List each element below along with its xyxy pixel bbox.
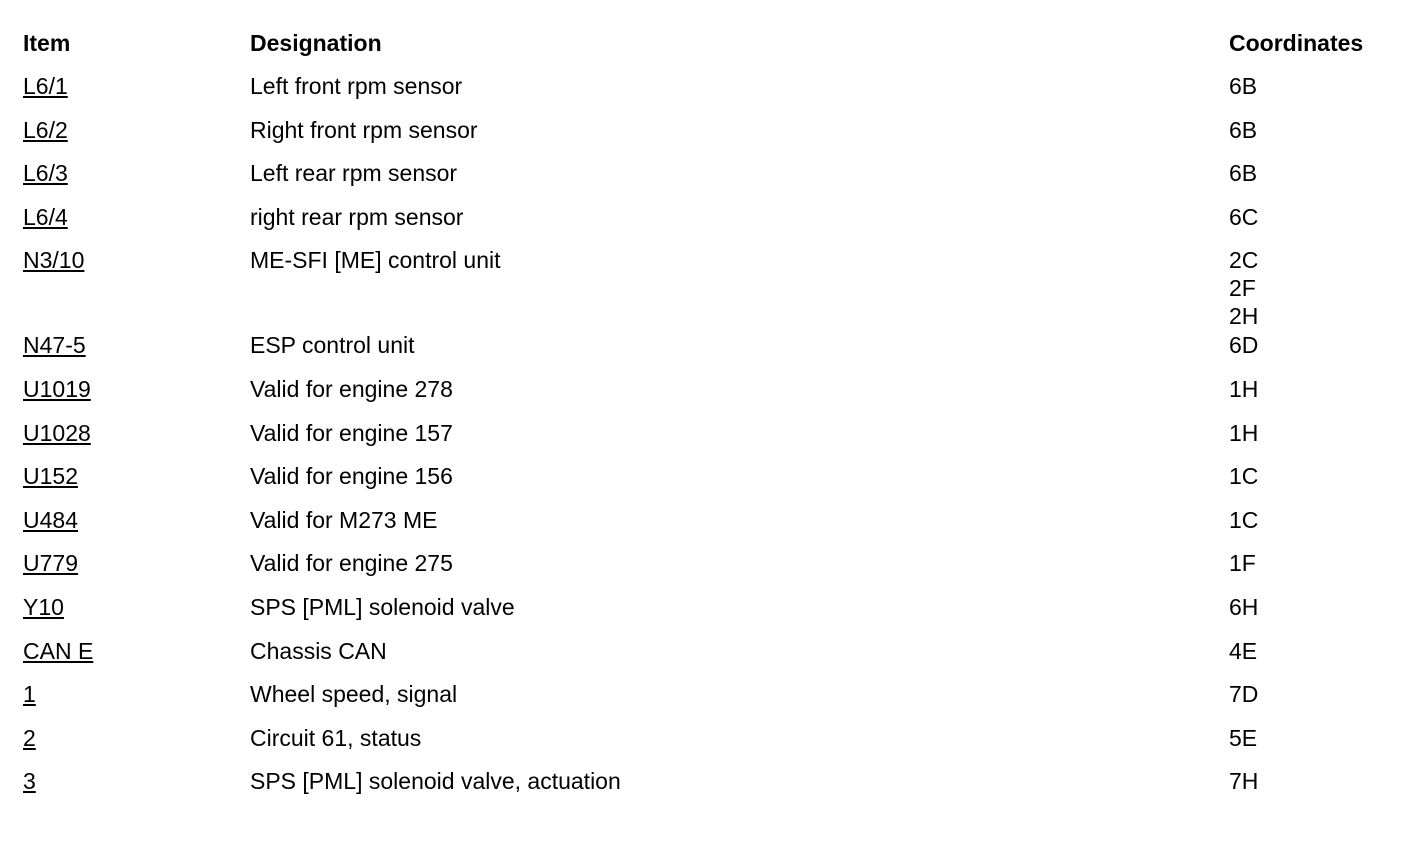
- item-cell: [23, 724, 250, 752]
- table-row: [23, 766, 1393, 810]
- coordinate-value: 2C: [1229, 247, 1259, 274]
- designation-cell: right rear rpm sensor: [250, 203, 464, 230]
- item-link[interactable]: L6/4: [23, 203, 68, 230]
- coordinate-value: 7H: [1229, 768, 1259, 795]
- table-row: [23, 115, 1393, 159]
- coordinates-cell: [1229, 246, 1393, 330]
- coordinate-value: 2H: [1229, 303, 1259, 330]
- coordinate-value: 1H: [1229, 419, 1259, 446]
- header-designation: Designation: [250, 30, 382, 56]
- item-link[interactable]: 2: [23, 724, 36, 751]
- table-row: [23, 374, 1393, 418]
- coordinates-cell: [1229, 462, 1393, 490]
- table-row: [23, 723, 1393, 767]
- coordinates-cell: [1229, 375, 1393, 403]
- item-cell: [23, 72, 250, 100]
- coordinates-cell: [1229, 159, 1393, 187]
- item-cell: [23, 246, 250, 274]
- coordinate-value: 6D: [1229, 332, 1259, 359]
- item-link[interactable]: N3/10: [23, 247, 85, 274]
- table-row: [23, 202, 1393, 246]
- designation-cell: SPS [PML] solenoid valve: [250, 593, 515, 620]
- designation-cell: Chassis CAN: [250, 637, 387, 664]
- item-link[interactable]: U1028: [23, 419, 91, 446]
- item-link[interactable]: CAN E: [23, 637, 94, 664]
- table-header: [23, 29, 1393, 71]
- item-link[interactable]: U484: [23, 506, 78, 533]
- item-link[interactable]: 3: [23, 768, 36, 795]
- item-cell: [23, 375, 250, 403]
- coordinate-value: 2F: [1229, 275, 1256, 302]
- item-link[interactable]: L6/2: [23, 116, 68, 143]
- coordinates-cell: [1229, 331, 1393, 359]
- item-cell: [23, 116, 250, 144]
- coordinate-value: 6C: [1229, 203, 1259, 230]
- legend-table: [23, 29, 1393, 810]
- coordinates-cell: [1229, 419, 1393, 447]
- item-cell: [23, 331, 250, 359]
- designation-cell: Circuit 61, status: [250, 724, 422, 751]
- designation-cell: Valid for engine 275: [250, 550, 453, 577]
- table-row: [23, 679, 1393, 723]
- item-cell: [23, 680, 250, 708]
- designation-cell: Valid for M273 ME: [250, 506, 438, 533]
- coordinates-cell: [1229, 116, 1393, 144]
- item-link[interactable]: N47-5: [23, 332, 86, 359]
- designation-cell: Right front rpm sensor: [250, 116, 478, 143]
- coordinates-cell: [1229, 767, 1393, 795]
- item-cell: [23, 637, 250, 665]
- designation-cell: Valid for engine 278: [250, 375, 453, 402]
- coordinate-value: 7D: [1229, 681, 1259, 708]
- coordinates-cell: [1229, 680, 1393, 708]
- coordinate-value: 1F: [1229, 550, 1256, 577]
- coordinates-cell: [1229, 506, 1393, 534]
- item-link[interactable]: U1019: [23, 375, 91, 402]
- item-link[interactable]: U152: [23, 463, 78, 490]
- coordinate-value: 4E: [1229, 637, 1258, 664]
- item-link[interactable]: L6/1: [23, 73, 68, 99]
- coordinate-value: 6B: [1229, 73, 1258, 99]
- coordinate-value: 1H: [1229, 375, 1259, 402]
- item-cell: [23, 203, 250, 231]
- designation-cell: Valid for engine 157: [250, 419, 453, 446]
- designation-cell: SPS [PML] solenoid valve, actuation: [250, 768, 621, 795]
- item-cell: [23, 462, 250, 490]
- designation-cell: Left front rpm sensor: [250, 73, 463, 99]
- table-row: [23, 71, 1393, 115]
- table-row: [23, 158, 1393, 202]
- table-row: [23, 592, 1393, 636]
- coordinates-cell: [1229, 593, 1393, 621]
- item-cell: [23, 593, 250, 621]
- table-row: [23, 548, 1393, 592]
- coordinates-cell: [1229, 549, 1393, 577]
- designation-cell: Valid for engine 156: [250, 463, 453, 490]
- coordinate-value: 5E: [1229, 724, 1258, 751]
- table-row: [23, 505, 1393, 549]
- coordinate-value: 1C: [1229, 463, 1259, 490]
- designation-cell: ESP control unit: [250, 332, 415, 359]
- table-body: [23, 71, 1393, 810]
- header-coordinates: Coordinates: [1229, 30, 1364, 56]
- coordinates-cell: [1229, 637, 1393, 665]
- designation-cell: Left rear rpm sensor: [250, 160, 458, 187]
- table-row: [23, 245, 1393, 330]
- coordinate-value: 6H: [1229, 593, 1259, 620]
- item-link[interactable]: 1: [23, 681, 36, 708]
- coordinates-cell: [1229, 724, 1393, 752]
- item-link[interactable]: Y10: [23, 593, 64, 620]
- item-link[interactable]: L6/3: [23, 160, 68, 187]
- designation-cell: Wheel speed, signal: [250, 681, 458, 708]
- item-link[interactable]: U779: [23, 550, 78, 577]
- table-row: [23, 461, 1393, 505]
- coordinate-value: 1C: [1229, 506, 1259, 533]
- coordinates-cell: [1229, 203, 1393, 231]
- coordinate-value: 6B: [1229, 116, 1258, 143]
- table-row: [23, 418, 1393, 462]
- designation-cell: ME-SFI [ME] control unit: [250, 247, 501, 274]
- coordinate-value: 6B: [1229, 160, 1258, 187]
- coordinates-cell: [1229, 72, 1393, 100]
- header-item: Item: [23, 30, 71, 56]
- item-cell: [23, 767, 250, 795]
- item-cell: [23, 506, 250, 534]
- table-row: [23, 636, 1393, 680]
- item-cell: [23, 419, 250, 447]
- item-cell: [23, 549, 250, 577]
- item-cell: [23, 159, 250, 187]
- table-row: [23, 330, 1393, 374]
